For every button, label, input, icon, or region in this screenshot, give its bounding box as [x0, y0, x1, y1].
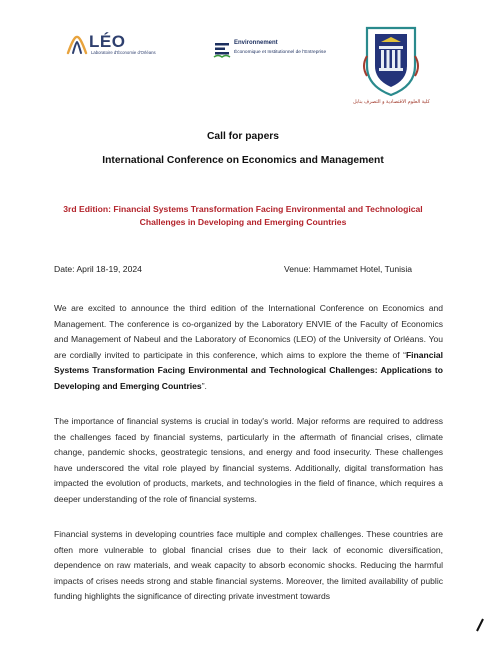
event-venue: Venue: Hammamet Hotel, Tunisia: [284, 264, 413, 274]
leo-subtitle: Laboratoire d'Économie d'Orléans: [91, 50, 156, 55]
conference-title: International Conference on Economics and Management: [102, 155, 384, 166]
intro-paragraph: [54, 301, 443, 395]
envie-line1: Environnement: [234, 40, 278, 46]
leo-emblem-icon: [66, 34, 88, 56]
envie-logo: [213, 40, 327, 62]
fseg-logo: [353, 22, 429, 112]
envie-emblem-icon: [213, 42, 231, 58]
conference-theme: Financial Systems Transformation Facing Environmental and Technological Challenges: Applications to Developing and Emerging Countries: [54, 349, 443, 391]
page-corner-mark: [475, 618, 485, 632]
fseg-emblem-icon: [353, 22, 429, 98]
call-for-papers-heading: Call for papers: [206, 131, 280, 142]
edition-subtitle: 3rd Edition: Financial Systems Transformation Facing Environmental and Technological Challenges in Developing and Emerging Countries: [63, 204, 423, 227]
envie-line2: Économique et Institutionnel de l'Entreprise: [234, 50, 327, 55]
logo-bar: [0, 0, 486, 120]
importance-paragraph: The importance of financial systems is crucial in today's world. Major reforms are required to address the challenges faced by financial systems, particularly in the aftermath of financial crises, climate change, pandemic shocks, geostrategic tensions, and energy and food insecurity. These challenges have underscored the vital role played by financial systems. Additionally, digital transformation has impacted the evolution of products, markets, and technologies in the field of finance, which requires a deeper understanding of the role of financial systems.: [54, 416, 443, 504]
leo-logo: [66, 32, 156, 62]
intro-text: We are excited to announce the third edition of the International Conference on Economics and Management. The conference is co-organized by the Laboratory ENVIE of the Faculty of Economics and Management of Nabeul and the Laboratory of Economics (LEO) of the University of Orléans. You are cordially invited to participate in this conference, which aims to explore the theme of “: [54, 303, 443, 360]
leo-name: LÉO: [89, 32, 126, 51]
intro-end: ”.: [201, 380, 207, 391]
developing-countries-paragraph: Financial systems in developing countries face multiple and complex challenges. These countries are often more vulnerable to global financial crises due to their lack of economic diversification, dependence on raw materials, and weak capacity to absorb economic shocks. Reducing the harmful impacts of crises needs strong and stable financial systems. Moreover, the limited availability of public funding highlights the significance of directing private investment towards: [54, 529, 443, 602]
event-date: Date: April 18-19, 2024: [54, 264, 142, 274]
fseg-arabic-caption: كلية العلوم الاقتصادية و التصرف بنابل: [353, 99, 430, 105]
